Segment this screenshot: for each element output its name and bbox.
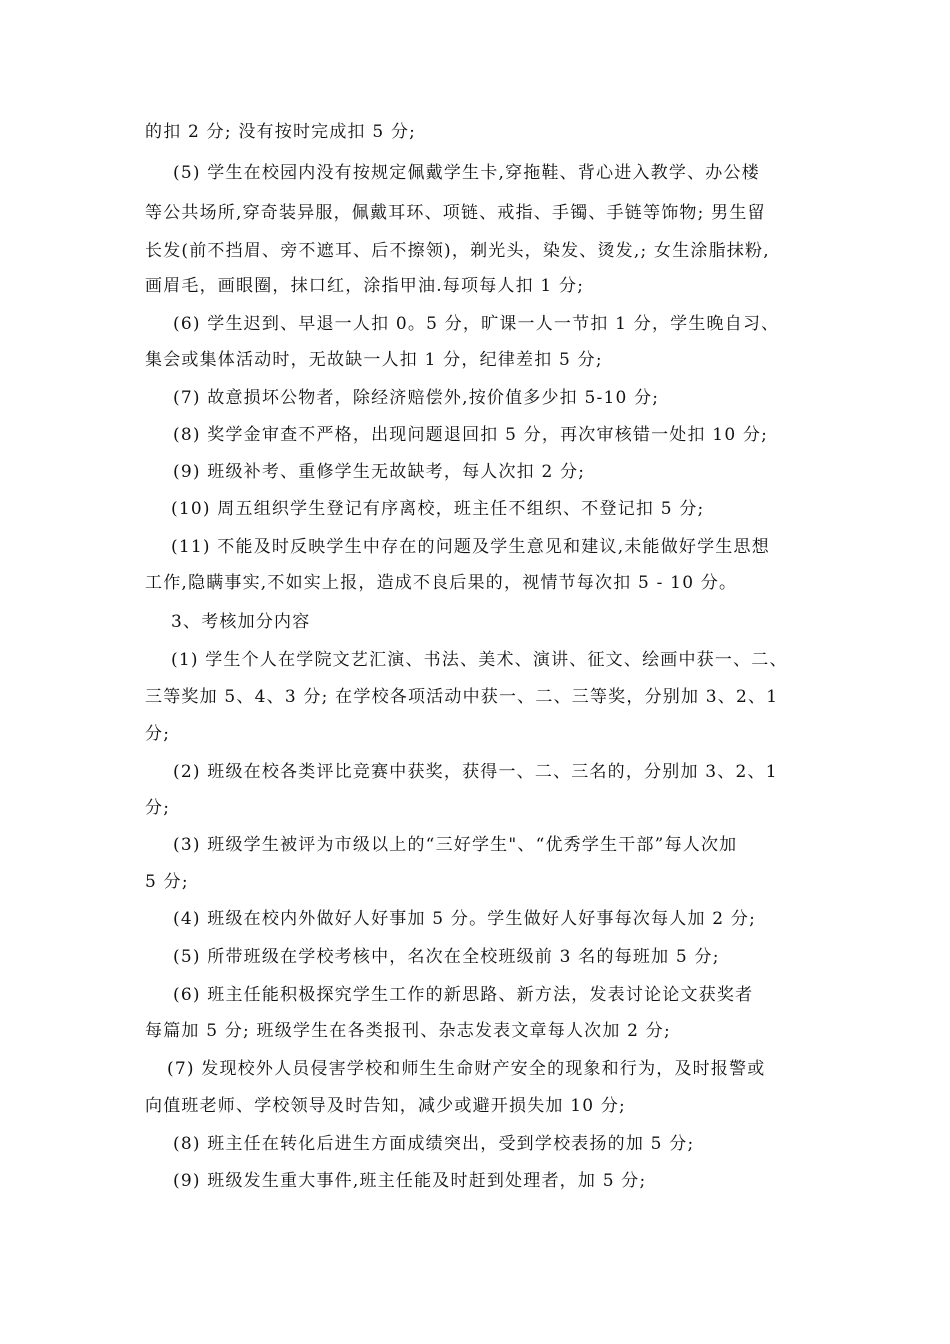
text-line: (5) 所带班级在学校考核中，名次在全校班级前 3 名的每班加 5 分; bbox=[173, 947, 720, 967]
text-line: 三等奖加 5、4、3 分; 在学校各项活动中获一、二、三等奖，分别加 3、2、1 bbox=[145, 687, 779, 707]
text-line: 长发(前不挡眉、旁不遮耳、后不擦领)，剃光头，染发、烫发,; 女生涂脂抹粉, bbox=[145, 241, 770, 261]
text-line: 的扣 2 分; 没有按时完成扣 5 分; bbox=[145, 122, 417, 142]
text-line: 工作,隐瞒事实,不如实上报，造成不良后果的，视情节每次扣 5 - 10 分。 bbox=[145, 573, 738, 593]
text-line: (3) 班级学生被评为市级以上的“三好学生"、“优秀学生干部”每人次加 bbox=[173, 835, 738, 855]
text-line: 向值班老师、学校领导及时告知，减少或避开损失加 10 分; bbox=[145, 1096, 626, 1116]
text-line: (2) 班级在校各类评比竞赛中获奖，获得一、二、三名的，分别加 3、2、1 bbox=[173, 762, 778, 782]
text-line: 5 分; bbox=[145, 872, 189, 892]
text-line: (5) 学生在校园内没有按规定佩戴学生卡,穿拖鞋、背心进入教学、办公楼 bbox=[173, 163, 760, 183]
text-line: (8) 班主任在转化后进生方面成绩突出，受到学校表扬的加 5 分; bbox=[173, 1134, 695, 1154]
text-line: (11) 不能及时反映学生中存在的问题及学生意见和建议,未能做好学生思想 bbox=[171, 537, 770, 557]
text-line: (6) 班主任能积极探究学生工作的新思路、新方法，发表讨论论文获奖者 bbox=[173, 985, 754, 1005]
section-heading: 3、考核加分内容 bbox=[171, 612, 311, 632]
text-line: 每篇加 5 分; 班级学生在各类报刊、杂志发表文章每人次加 2 分; bbox=[145, 1021, 671, 1041]
text-line: 画眉毛，画眼圈，抹口红，涂指甲油.每项每人扣 1 分; bbox=[145, 276, 585, 296]
text-line: (10) 周五组织学生登记有序离校，班主任不组织、不登记扣 5 分; bbox=[171, 499, 705, 519]
text-line: (7) 故意损坏公物者，除经济赔偿外,按价值多少扣 5-10 分; bbox=[173, 388, 660, 408]
text-line: (9) 班级发生重大事件,班主任能及时赶到处理者，加 5 分; bbox=[173, 1171, 647, 1191]
text-line: (4) 班级在校内外做好人好事加 5 分。学生做好人好事每次每人加 2 分; bbox=[173, 909, 757, 929]
text-line: (6) 学生迟到、早退一人扣 0。5 分，旷课一人一节扣 1 分，学生晚自习、 bbox=[173, 314, 780, 334]
text-line: (7) 发现校外人员侵害学校和师生生命财产安全的现象和行为，及时报警或 bbox=[167, 1059, 766, 1079]
text-line: 分; bbox=[145, 798, 171, 818]
text-line: (9) 班级补考、重修学生无故缺考，每人次扣 2 分; bbox=[173, 462, 586, 482]
text-line: 集会或集体活动时，无故缺一人扣 1 分，纪律差扣 5 分; bbox=[145, 350, 603, 370]
text-line: 分; bbox=[145, 724, 171, 744]
text-line: 等公共场所,穿奇装异服，佩戴耳环、项链、戒指、手镯、手链等饰物; 男生留 bbox=[145, 203, 766, 223]
text-line: (8) 奖学金审查不严格，出现问题退回扣 5 分，再次审核错一处扣 10 分; bbox=[173, 425, 769, 445]
text-line: (1) 学生个人在学院文艺汇演、书法、美术、演讲、征文、绘画中获一、二、 bbox=[171, 650, 788, 670]
